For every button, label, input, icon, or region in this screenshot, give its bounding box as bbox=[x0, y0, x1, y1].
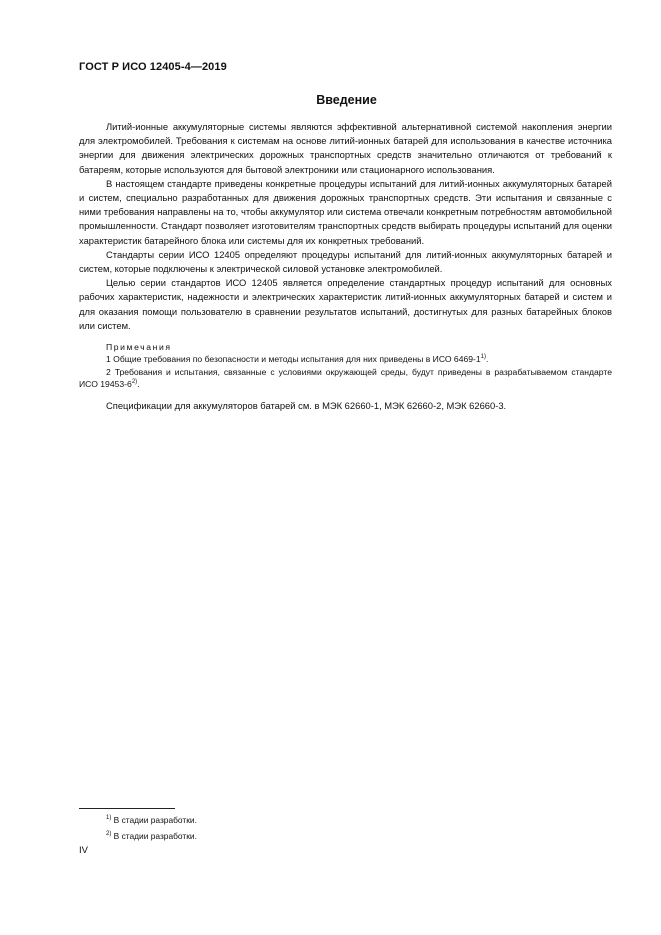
footnote-mark: 2) bbox=[106, 830, 112, 837]
footnote-text: В стадии разработки. bbox=[113, 815, 197, 825]
footnote bbox=[106, 829, 197, 845]
document-code-header: ГОСТ Р ИСО 12405-4—2019 bbox=[79, 61, 227, 73]
footnote-ref: 2) bbox=[131, 379, 138, 386]
body-text bbox=[79, 120, 612, 413]
note-text: 2 Требования и испытания, связанные с условиями окружающей среды, будут приведены в разрабатываемом стандарте ИСО 19453-6 bbox=[79, 366, 612, 390]
page-number: IV bbox=[79, 845, 88, 856]
specification-paragraph: Спецификации для аккумуляторов батарей см. в МЭК 62660-1, МЭК 62660-2, МЭК 62660-3. bbox=[106, 399, 507, 411]
notes-block bbox=[79, 341, 612, 391]
footnote-ref: 1) bbox=[480, 354, 487, 361]
footnote-mark: 1) bbox=[106, 815, 112, 821]
paragraph: Литий-ионные аккумуляторные системы являются эффективной альтернативной системой накопления энергии для электромобилей. Требования к системам на основе литий-ионных батарей для использования в качестве источника энергии для движения электрических дорожных транспортных средств значительно отличаются от требований к батареям, которые используются для бытовой электроники или стационарного использования. bbox=[79, 121, 612, 175]
note-text: 1 Общие требования по безопасности и методы испытания для них приведены в ИСО 6469-1 bbox=[106, 354, 481, 365]
footnotes bbox=[106, 813, 197, 844]
note-item: 2 Требования и испытания, связанные с условиями окружающей среды, будут приведены в разрабатываемом стандарте ИСО 19453-6$^{2)}$. bbox=[79, 366, 612, 390]
notes-heading: Примечания bbox=[106, 342, 172, 353]
footnote-text: В стадии разработки. bbox=[113, 830, 197, 841]
paragraph: В настоящем стандарте приведены конкретные процедуры испытаний для литий-ионных аккумуляторных батарей и систем, специально разработанных для движения дорожных транспортных средств. Эти испытания и связанные с ними требования направлены на то, чтобы аккумулятор или система отвечали конкретным потребностям автомобильной промышленности. Стандарт позволяет изготовителям транспортных средств выбирать процедуры испытаний для оценки характеристик батарейного блока или системы для их конкретных требований. bbox=[79, 177, 612, 246]
section-title: Введение bbox=[316, 93, 377, 107]
note-item: 1 Общие требования по безопасности и методы испытания для них приведены в ИСО 6469-1$^{1)}$. bbox=[106, 354, 489, 365]
paragraph: Стандарты серии ИСО 12405 определяют процедуры испытаний для литий-ионных аккумуляторных батарей и систем, которые подключены к электрической силовой установке электромобилей. bbox=[79, 248, 612, 275]
paragraph: Целью серии стандартов ИСО 12405 является определение стандартных процедур испытаний для основных рабочих характеристик, надежности и электрических характеристик литий-ионных аккумуляторных батарей и систем и для оказания помощи пользователю в сравнении результатов испытаний, достигнутых для разных батарейных блоков или систем. bbox=[79, 277, 612, 331]
footnote bbox=[106, 813, 197, 829]
footnote-divider bbox=[79, 808, 175, 809]
